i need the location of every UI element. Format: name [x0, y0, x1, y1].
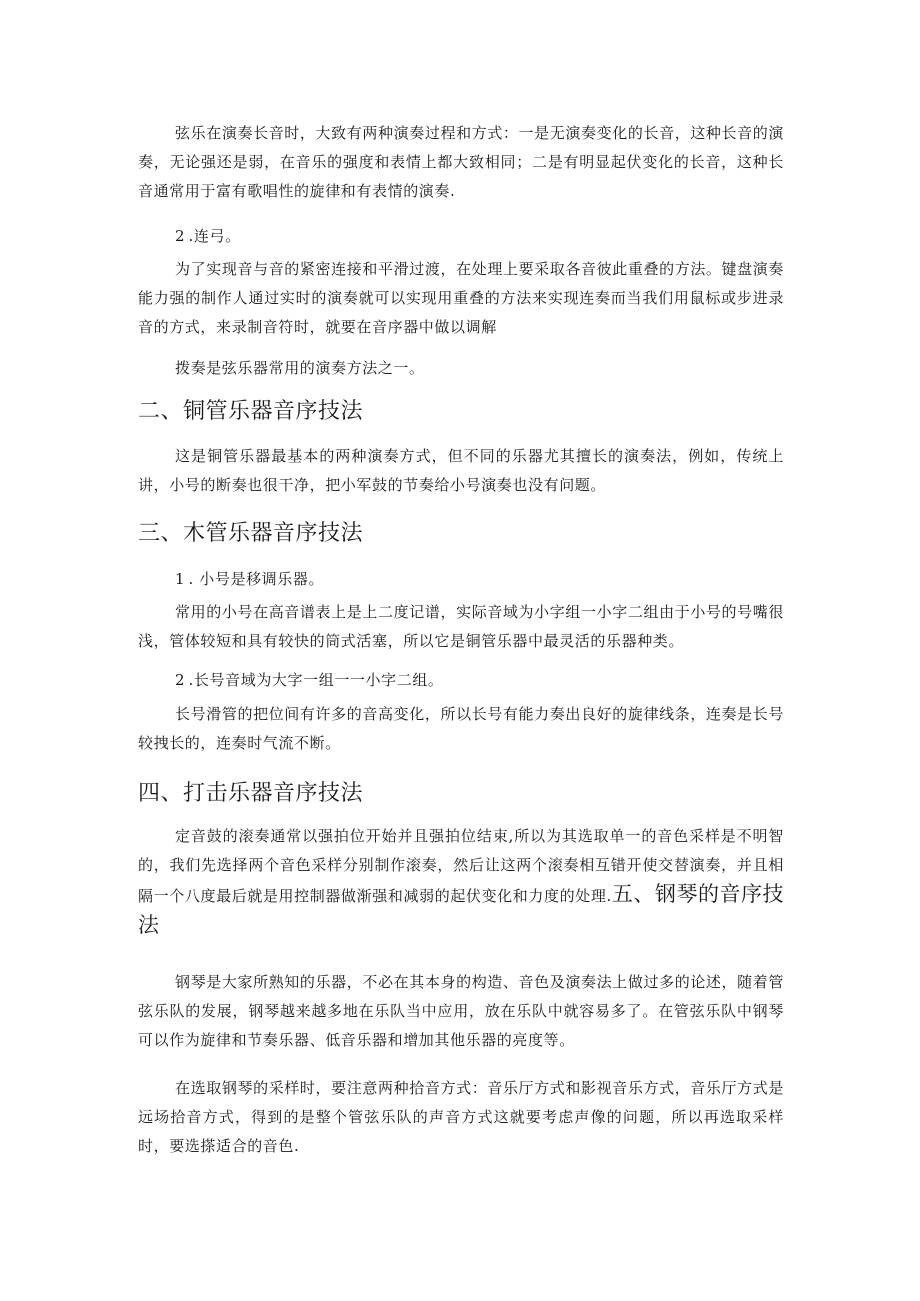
paragraph-trumpet: 常用的小号在高音谱表上是上二度记谱，实际音域为小字组一小字二组由于小号的号嘴很浅，管体较短和具有较快的筒式活塞，所以它是铜管乐器中最灵活的乐器种类。 [138, 603, 784, 650]
heading-piano: 五、钢琴的音序技法 [138, 882, 785, 937]
list-number: 2 [175, 227, 189, 245]
paragraph-piano: 钢琴是大家所熟知的乐器，不必在其本身的构造、音色及演奏法上做过多的论述，随着管弦乐队的发展，钢琴越来越多地在乐队当中应用，放在乐队中就容易多了。在管弦乐队中钢琴可以作为旋律和节奏乐器、低音乐器和增加其他乐器的亮度等。 [138, 973, 784, 1049]
list-item-legato [138, 222, 784, 251]
list-item-trumpet [138, 565, 784, 594]
list-item-text: .连弓。 [188, 227, 241, 245]
list-number: 2 [175, 671, 189, 689]
paragraph-legato-overlap: 为了实现音与音的紧密连接和平滑过渡，在处理上要采取各音彼此重叠的方法。键盘演奏能力强的制作人通过实时的演奏就可以实现用重叠的方法来实现连奏而当我们用鼠标或步进录音的方式，来录制音符时，就要在音序器中做以调解 [138, 260, 784, 336]
paragraph-timpani [138, 822, 784, 942]
list-item-text: .长号音域为大字一组一一小字二组。 [188, 671, 444, 689]
paragraph-timpani-text: 定音鼓的滚奏通常以强拍位开始并且强拍位结束,所以为其选取单一的音色采样是不明智的，我们先选择两个音色采样分别制作滚奏，然后让这两个滚奏相互错开使交替演奏，并且相隔一个八度最后就是用控制器做渐强和减弱的起伏变化和力度的处理. [138, 827, 784, 905]
list-item-trombone [138, 666, 784, 695]
paragraph-brass: 这是铜管乐器最基本的两种演奏方式，但不同的乐器尤其擅长的演奏法，例如，传统上讲，小号的断奏也很干净，把小军鼓的节奏给小号演奏也没有问题。 [138, 447, 784, 494]
list-item-text: . 小号是移调乐器。 [188, 570, 325, 588]
paragraph-pizzicato: 拨奏是弦乐器常用的演奏方法之一。 [175, 359, 425, 377]
list-number: 1 [175, 570, 189, 588]
heading-brass: 二、铜管乐器音序技法 [138, 399, 364, 424]
paragraph-strings-long-notes: 弦乐在演奏长音时，大致有两种演奏过程和方式：一是无演奏变化的长音，这种长音的演奏，无论强还是弱，在音乐的强度和表情上都大致相同；二是有明显起伏变化的长音，这种长音通常用于富有歌唱性的旋律和有表情的演奏. [138, 124, 784, 200]
paragraph-trombone: 长号滑管的把位间有许多的音高变化，所以长号有能力奏出良好的旋律线条，连奏是长号较拽长的，连奏时气流不断。 [138, 705, 784, 752]
paragraph-piano-sampling: 在选取钢琴的采样时，要注意两种拾音方式：音乐厅方式和影视音乐方式，音乐厅方式是远场拾音方式，得到的是整个管弦乐队的声音方式这就要考虑声像的问题，所以再选取采样时，要选搽适合的音色. [138, 1079, 784, 1155]
heading-percussion: 四、打击乐器音序技法 [138, 781, 364, 806]
heading-woodwind: 三、木管乐器音序技法 [138, 521, 364, 546]
